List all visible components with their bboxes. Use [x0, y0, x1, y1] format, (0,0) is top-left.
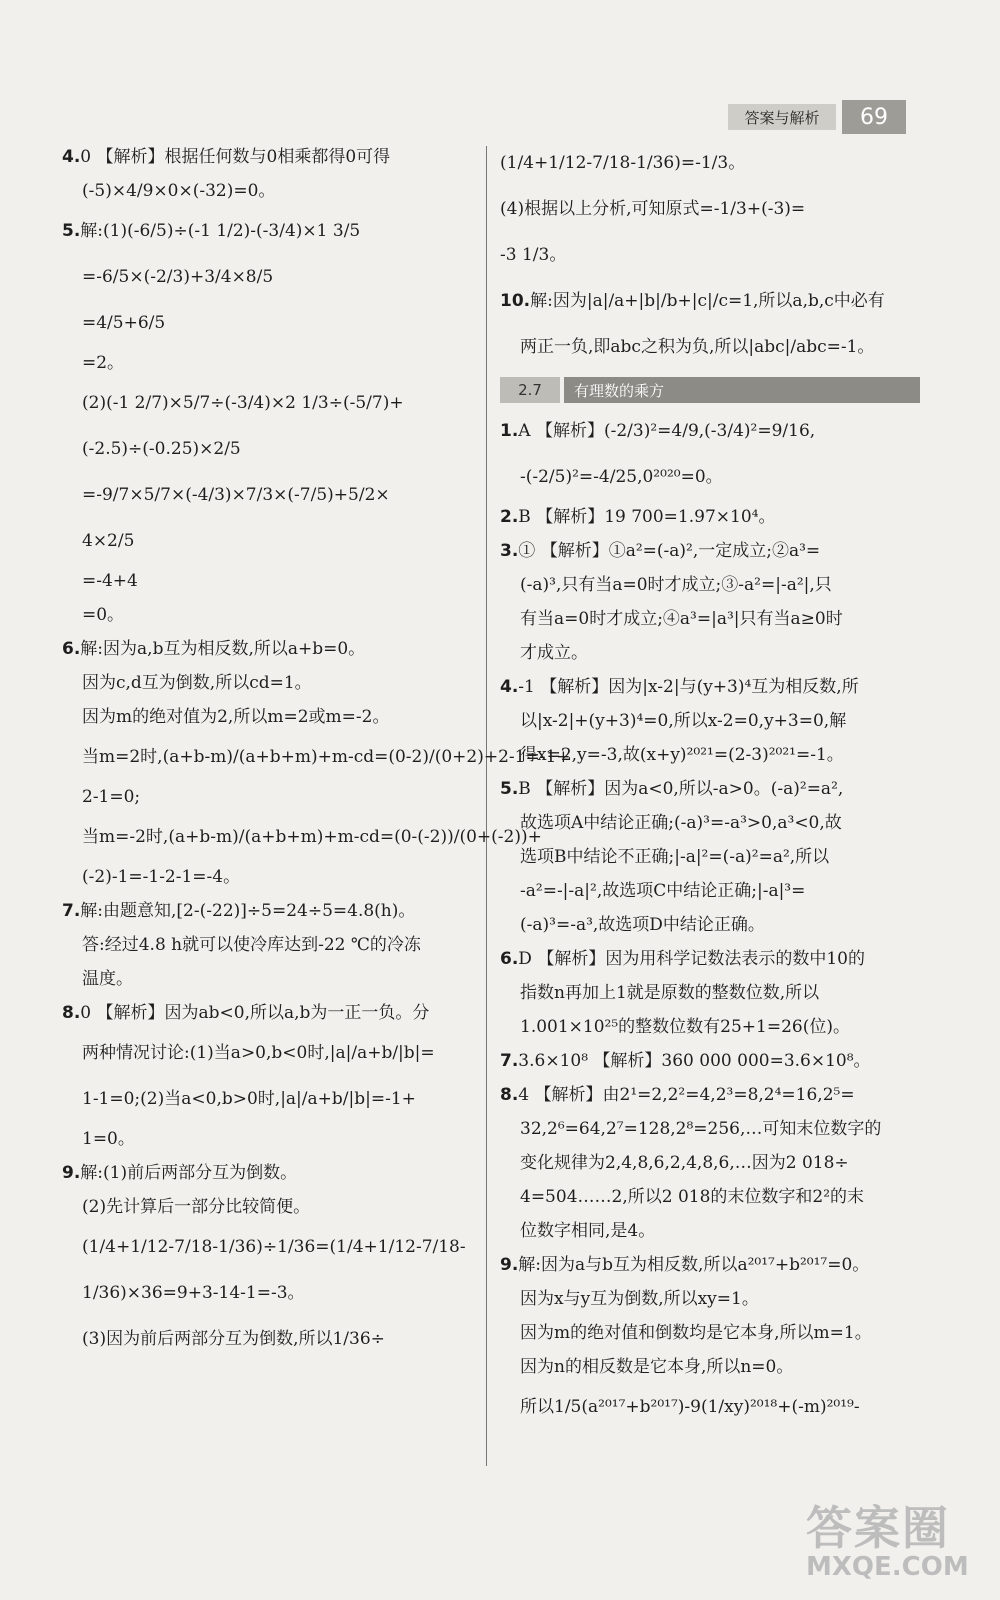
answer-line: [62, 700, 482, 734]
watermark: [806, 1492, 969, 1582]
question-number: 8.: [62, 1003, 81, 1023]
question-number: 9.: [500, 1255, 519, 1275]
question-number: 2.: [500, 507, 519, 527]
question-number: 8.: [500, 1085, 519, 1105]
answer-text: 因为x与y互为倒数,所以xy=1。: [520, 1289, 759, 1309]
answer-text: (-2.5)÷(-0.25)×2/5: [82, 439, 241, 459]
answer-text: 0 【解析】因为ab<0,所以a,b为一正一负。分: [80, 1003, 430, 1023]
answer-text: 解:因为a与b互为相反数,所以a²⁰¹⁷+b²⁰¹⁷=0。: [518, 1255, 870, 1275]
answer-text: 解:因为a,b互为相反数,所以a+b=0。: [80, 639, 366, 659]
answer-line: [62, 860, 482, 894]
answer-text: (4)根据以上分析,可知原式=-1/3+(-3)=: [500, 199, 806, 219]
answer-text: (2)先计算后一部分比较简便。: [82, 1197, 311, 1217]
answer-text: (-a)³=-a³,故选项D中结论正确。: [520, 915, 765, 935]
answer-line: [500, 1350, 920, 1384]
answer-text: =-4+4: [82, 571, 138, 591]
question-number: 7.: [62, 901, 81, 921]
answer-line: [500, 806, 920, 840]
section-number: 2.7: [500, 377, 560, 403]
answer-text: =-6/5×(-2/3)+3/4×8/5: [82, 267, 274, 287]
answer-line: [500, 1010, 920, 1044]
answer-text: 解:(1)前后两部分互为倒数。: [80, 1163, 298, 1183]
page-number: 69: [842, 100, 906, 134]
answer-text: 两种情况讨论:(1)当a>0,b<0时,|a|/a+b/|b|=: [82, 1043, 435, 1063]
answer-line: [500, 976, 920, 1010]
answer-text: 1/36)×36=9+3-14-1=-3。: [82, 1283, 305, 1303]
answer-text: 0 【解析】根据任何数与0相乘都得0可得: [80, 147, 391, 167]
answer-line: [500, 454, 920, 500]
answer-text: =2。: [82, 353, 125, 373]
answer-text: 解:由题意知,[2-(-22)]÷5=24÷5=4.8(h)。: [80, 901, 416, 921]
watermark-url: MXQE.COM: [806, 1552, 969, 1582]
answer-text: -3 1/3。: [500, 245, 567, 265]
answer-line: [500, 568, 920, 602]
right-column: [500, 140, 920, 1430]
answer-line: [500, 636, 920, 670]
answer-text: 1-1=0;(2)当a<0,b>0时,|a|/a+b/|b|=-1+: [82, 1089, 416, 1109]
answer-text: (2)(-1 2/7)×5/7÷(-3/4)×2 1/3÷(-5/7)+: [82, 393, 404, 413]
answer-text: 得x=2,y=-3,故(x+y)²⁰²¹=(2-3)²⁰²¹=-1。: [520, 745, 844, 765]
answer-line: [500, 324, 920, 370]
answer-item: [500, 408, 920, 454]
answer-text: 才成立。: [520, 643, 588, 663]
answer-text: 解:因为|a|/a+|b|/b+|c|/c=1,所以a,b,c中必有: [530, 291, 885, 311]
answer-text: A 【解析】(-2/3)²=4/9,(-3/4)²=9/16,: [518, 421, 816, 441]
answer-text: -1 【解析】因为|x-2|与(y+3)⁴互为相反数,所: [518, 677, 859, 697]
question-number: 5.: [500, 779, 519, 799]
question-number: 9.: [62, 1163, 81, 1183]
answer-item: [500, 1044, 920, 1078]
answer-item: [500, 1078, 920, 1112]
answer-item: [62, 140, 482, 174]
answer-text: 32,2⁶=64,2⁷=128,2⁸=256,…可知末位数字的: [520, 1119, 882, 1139]
answer-text: 4 【解析】由2¹=2,2²=4,2³=8,2⁴=16,2⁵=: [518, 1085, 855, 1105]
answer-text: 2-1=0;: [82, 787, 141, 807]
answer-line: [500, 1316, 920, 1350]
answer-item: [62, 208, 482, 254]
answer-text: 1=0。: [82, 1129, 135, 1149]
answer-line: [62, 780, 482, 814]
question-number: 6.: [500, 949, 519, 969]
answer-text: (3)因为前后两部分互为倒数,所以1/36÷: [82, 1329, 385, 1349]
answer-text: 选项B中结论不正确;|-a|²=(-a)²=a²,所以: [520, 847, 830, 867]
question-number: 7.: [500, 1051, 519, 1071]
answer-line: [500, 1214, 920, 1248]
answer-text: 答:经过4.8 h就可以使冷库达到-22 ℃的冷冻: [82, 935, 421, 955]
question-number: 1.: [500, 421, 519, 441]
answer-line: [500, 1180, 920, 1214]
answer-line: [500, 140, 920, 186]
answer-text: 故选项A中结论正确;(-a)³=-a³>0,a³<0,故: [520, 813, 842, 833]
answer-text: 有当a=0时才成立;④a³=|a³|只有当a≥0时: [520, 609, 843, 629]
answer-item: [500, 772, 920, 806]
question-number: 4.: [500, 677, 519, 697]
answer-item: [62, 632, 482, 666]
answer-text: 位数字相同,是4。: [520, 1221, 656, 1241]
answer-line: [62, 1030, 482, 1076]
answer-text: (1/4+1/12-7/18-1/36)=-1/3。: [500, 153, 746, 173]
answer-text: =-9/7×5/7×(-4/3)×7/3×(-7/5)+5/2×: [82, 485, 390, 505]
answer-text: 4=504……2,所以2 018的末位数字和2²的末: [520, 1187, 865, 1207]
answer-item: [500, 278, 920, 324]
answer-line: [500, 840, 920, 874]
answer-text: 当m=2时,(a+b-m)/(a+b+m)+m-cd=(0-2)/(0+2)+2-1=-1+: [82, 747, 571, 767]
answer-text: =0。: [82, 605, 125, 625]
answer-text: 变化规律为2,4,8,6,2,4,8,6,…因为2 018÷: [520, 1153, 849, 1173]
answer-line: [500, 186, 920, 232]
answer-line: [62, 564, 482, 598]
answer-line: [62, 734, 571, 780]
answer-text: 1.001×10²⁵的整数位数有25+1=26(位)。: [520, 1017, 851, 1037]
answer-line: [62, 928, 482, 962]
answer-text: -(-2/5)²=-4/25,0²⁰²⁰=0。: [520, 467, 723, 487]
answer-line: [500, 1146, 920, 1180]
answer-line: [62, 1190, 482, 1224]
answer-text: D 【解析】因为用科学记数法表示的数中10的: [518, 949, 865, 969]
answer-line: [500, 232, 920, 278]
answer-line: [62, 666, 482, 700]
answer-item: [500, 534, 920, 568]
answer-text: =4/5+6/5: [82, 313, 166, 333]
answer-text: 温度。: [82, 969, 133, 989]
answer-line: [62, 346, 482, 380]
answer-line: [62, 380, 482, 426]
right-column-bottom: [500, 408, 920, 1430]
answer-item: [62, 894, 482, 928]
answer-item: [500, 670, 920, 704]
answer-line: [62, 426, 482, 472]
column-divider: [486, 146, 487, 1466]
answer-line: [62, 254, 482, 300]
answer-text: (-2)-1=-1-2-1=-4。: [82, 867, 241, 887]
answer-line: [62, 962, 482, 996]
answer-text: ① 【解析】①a²=(-a)²,一定成立;②a³=: [518, 541, 821, 561]
answer-line: [62, 174, 482, 208]
answer-line: [62, 1316, 482, 1362]
answer-line: [62, 1224, 482, 1270]
answer-line: [500, 1112, 920, 1146]
answer-text: 因为m的绝对值和倒数均是它本身,所以m=1。: [520, 1323, 872, 1343]
answer-line: [500, 908, 920, 942]
answer-line: [62, 518, 482, 564]
answer-line: [500, 704, 920, 738]
answer-text: 两正一负,即abc之积为负,所以|abc|/abc=-1。: [520, 337, 875, 357]
answer-text: B 【解析】19 700=1.97×10⁴。: [518, 507, 776, 527]
answer-line: [62, 1270, 482, 1316]
answer-text: (-a)³,只有当a=0时才成立;③-a²=|-a²|,只: [520, 575, 832, 595]
answer-text: 3.6×10⁸ 【解析】360 000 000=3.6×10⁸。: [518, 1051, 871, 1071]
question-number: 4.: [62, 147, 81, 167]
answer-text: 解:(1)(-6/5)÷(-1 1/2)-(-3/4)×1 3/5: [80, 221, 361, 241]
answer-item: [62, 996, 482, 1030]
answer-line: [62, 598, 482, 632]
question-number: 10.: [500, 291, 531, 311]
right-column-top: [500, 140, 920, 370]
answer-text: B 【解析】因为a<0,所以-a>0。(-a)²=a²,: [518, 779, 844, 799]
answer-text: (1/4+1/12-7/18-1/36)÷1/36=(1/4+1/12-7/18-: [82, 1237, 466, 1257]
answer-line: [62, 814, 542, 860]
answer-line: [500, 874, 920, 908]
question-number: 5.: [62, 221, 81, 241]
answer-item: [500, 500, 920, 534]
answer-line: [62, 1122, 482, 1156]
answer-text: 所以1/5(a²⁰¹⁷+b²⁰¹⁷)-9(1/xy)²⁰¹⁸+(-m)²⁰¹⁹-: [520, 1397, 860, 1417]
section-header: [500, 376, 920, 404]
answer-text: (-5)×4/9×0×(-32)=0。: [82, 181, 276, 201]
answer-item: [62, 1156, 482, 1190]
answer-text: 指数n再加上1就是原数的整数位数,所以: [520, 983, 820, 1003]
header-tag: 答案与解析: [728, 104, 836, 130]
watermark-logo: 答案圈: [806, 1501, 950, 1555]
answer-text: 因为n的相反数是它本身,所以n=0。: [520, 1357, 794, 1377]
answer-text: -a²=-|-a|²,故选项C中结论正确;|-a|³=: [520, 881, 806, 901]
answer-text: 4×2/5: [82, 531, 135, 551]
answer-line: [500, 602, 920, 636]
answer-item: [500, 1248, 920, 1282]
section-title: 有理数的乘方: [564, 377, 920, 403]
answer-text: 以|x-2|+(y+3)⁴=0,所以x-2=0,y+3=0,解: [520, 711, 847, 731]
answer-text: 因为c,d互为倒数,所以cd=1。: [82, 673, 312, 693]
answer-line: [62, 472, 482, 518]
answer-line: [500, 1282, 920, 1316]
question-number: 3.: [500, 541, 519, 561]
answer-text: 因为m的绝对值为2,所以m=2或m=-2。: [82, 707, 390, 727]
answer-text: 当m=-2时,(a+b-m)/(a+b+m)+m-cd=(0-(-2))/(0+(-2))+: [82, 827, 542, 847]
answer-line: [500, 1384, 920, 1430]
answer-line: [500, 738, 920, 772]
answer-line: [62, 1076, 482, 1122]
answer-line: [62, 300, 482, 346]
answer-item: [500, 942, 920, 976]
question-number: 6.: [62, 639, 81, 659]
